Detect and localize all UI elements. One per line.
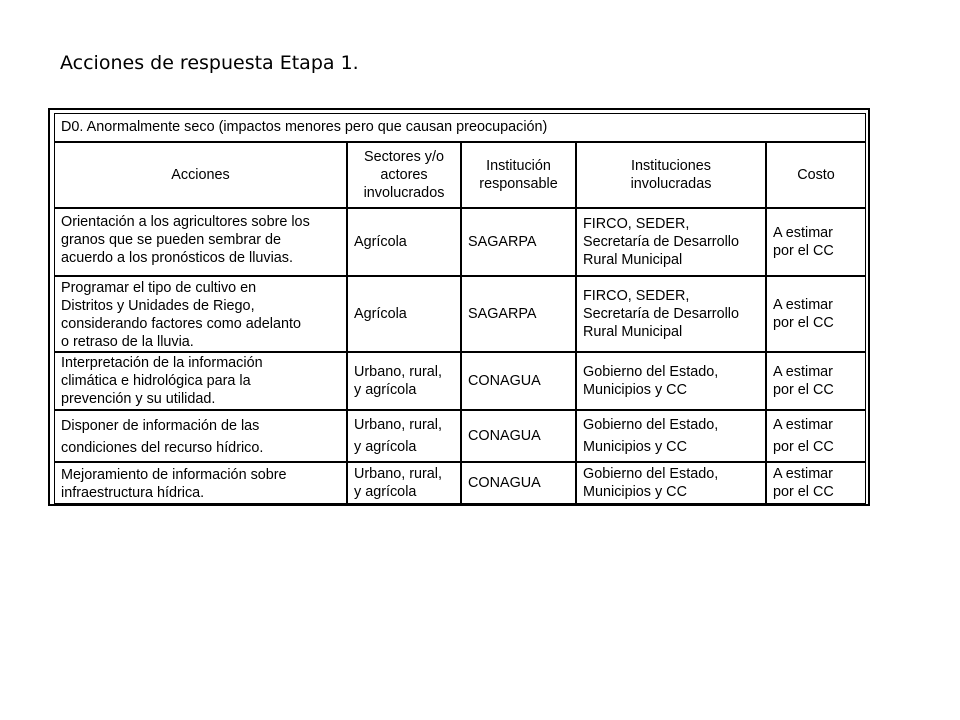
header-instituciones-involucradas: Instituciones involucradas xyxy=(576,142,766,208)
row-5-accion: Mejoramiento de información sobre infraestructura hídrica. xyxy=(54,462,347,504)
header-costo: Costo xyxy=(766,142,866,208)
row-5-instituciones: Gobierno del Estado, Municipios y CC xyxy=(576,462,766,504)
row-1-instituciones: FIRCO, SEDER, Secretaría de Desarrollo Rural Municipal xyxy=(576,208,766,276)
row-1-accion: Orientación a los agricultores sobre los granos que se pueden sembrar de acuerdo a los pronósticos de lluvias. xyxy=(54,208,347,276)
row-1-costo: A estimar por el CC xyxy=(766,208,866,276)
header-sectores: Sectores y/o actores involucrados xyxy=(347,142,461,208)
row-3-instituciones: Gobierno del Estado, Municipios y CC xyxy=(576,352,766,410)
row-4-costo: A estimar por el CC xyxy=(766,410,866,462)
row-4-instituciones: Gobierno del Estado, Municipios y CC xyxy=(576,410,766,462)
row-2-costo: A estimar por el CC xyxy=(766,276,866,352)
response-actions-table xyxy=(48,108,870,506)
drought-level-banner: D0. Anormalmente seco (impactos menores pero que causan preocupación) xyxy=(54,113,866,142)
row-1-institucion: SAGARPA xyxy=(461,208,576,276)
row-3-accion: Interpretación de la información climática e hidrológica para la prevención y su utilidad. xyxy=(54,352,347,410)
row-4-accion: Disponer de información de las condiciones del recurso hídrico. xyxy=(54,410,347,462)
row-2-accion: Programar el tipo de cultivo en Distritos y Unidades de Riego, considerando factores como adelanto o retraso de la lluvia. xyxy=(54,276,347,352)
row-3-institucion: CONAGUA xyxy=(461,352,576,410)
row-1-sectores: Agrícola xyxy=(347,208,461,276)
header-acciones: Acciones xyxy=(54,142,347,208)
row-4-institucion: CONAGUA xyxy=(461,410,576,462)
row-5-costo: A estimar por el CC xyxy=(766,462,866,504)
row-5-institucion: CONAGUA xyxy=(461,462,576,504)
row-4-sectores: Urbano, rural, y agrícola xyxy=(347,410,461,462)
row-2-institucion: SAGARPA xyxy=(461,276,576,352)
slide-title: Acciones de respuesta Etapa 1. xyxy=(60,52,359,74)
header-institucion-responsable: Institución responsable xyxy=(461,142,576,208)
row-5-sectores: Urbano, rural, y agrícola xyxy=(347,462,461,504)
row-3-costo: A estimar por el CC xyxy=(766,352,866,410)
row-2-sectores: Agrícola xyxy=(347,276,461,352)
row-3-sectores: Urbano, rural, y agrícola xyxy=(347,352,461,410)
row-2-instituciones: FIRCO, SEDER, Secretaría de Desarrollo Rural Municipal xyxy=(576,276,766,352)
